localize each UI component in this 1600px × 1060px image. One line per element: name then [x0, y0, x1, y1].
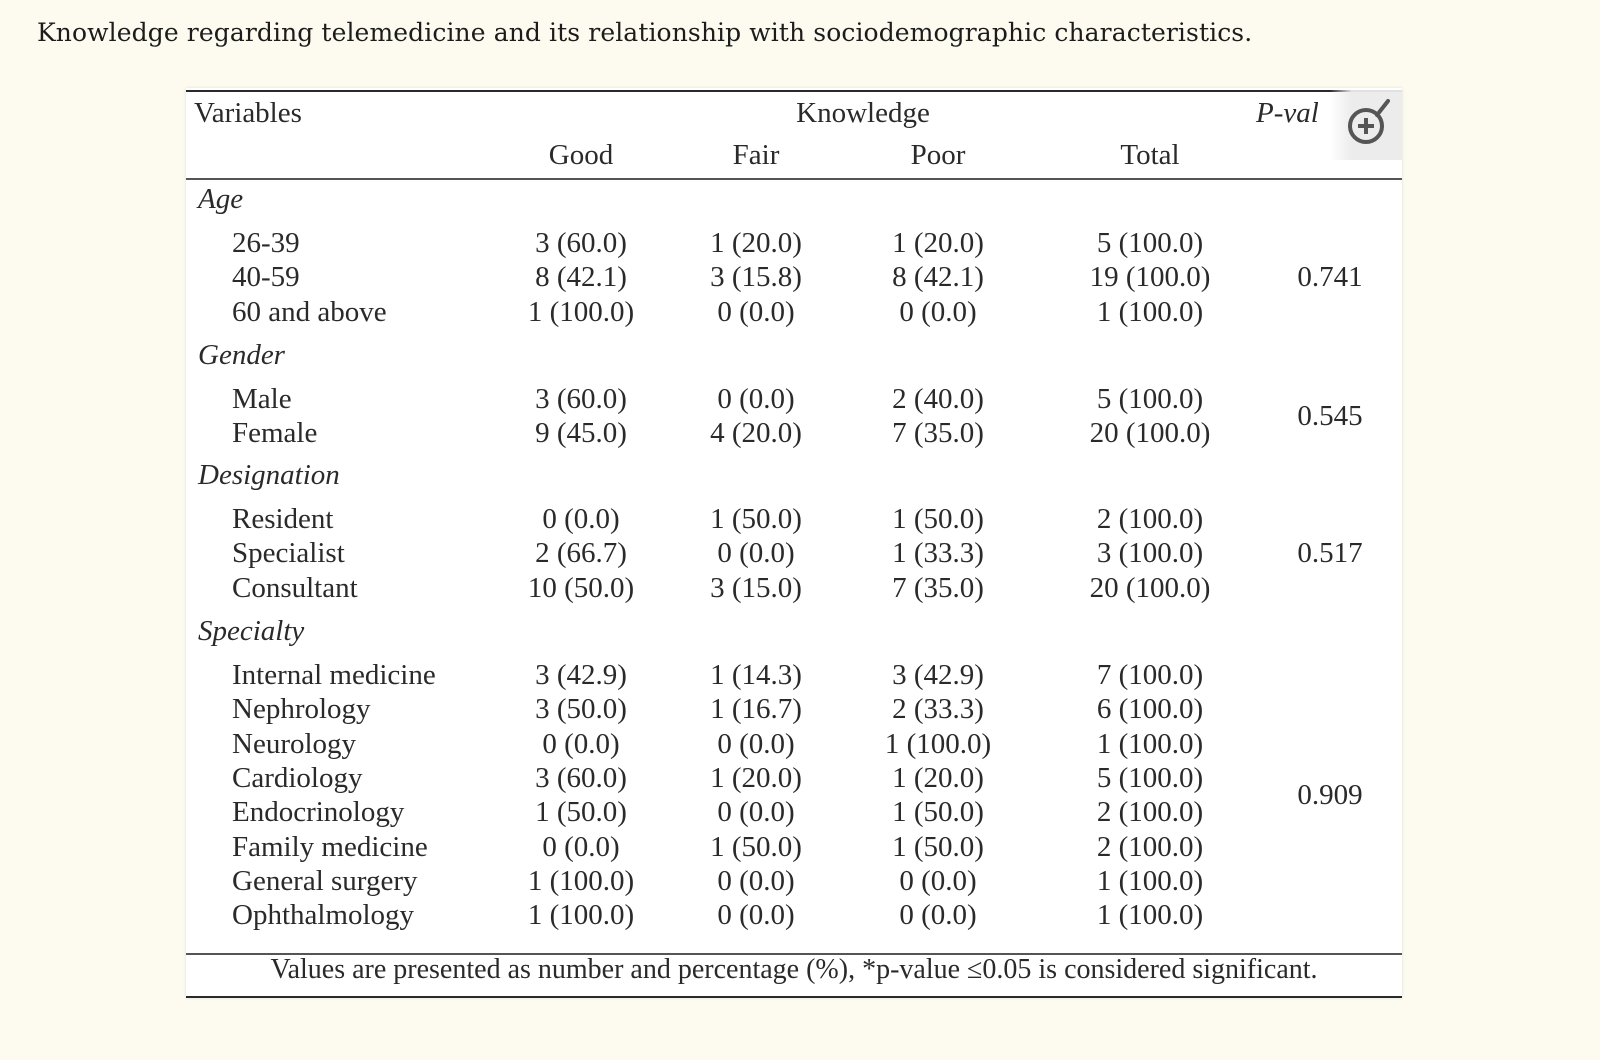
row-label: Specialist [232, 537, 345, 570]
cell-total: 20 (100.0) [1089, 571, 1211, 604]
cell-fair: 0 (0.0) [717, 899, 795, 932]
cell-total: 1 (100.0) [1096, 864, 1204, 897]
row-label: Resident [232, 503, 334, 535]
header-total: Total [1120, 139, 1180, 171]
cell-good: 1 (50.0) [535, 796, 627, 829]
cell-total: 1 (100.0) [1096, 899, 1204, 932]
cell-fair: 0 (0.0) [717, 383, 795, 415]
cell-pvalue: 0.909 [1297, 779, 1363, 812]
group-heading: Specialty [198, 615, 305, 647]
row-label: Male [232, 383, 292, 415]
cell-total: 2 (100.0) [1096, 503, 1204, 535]
cell-poor: 1 (20.0) [892, 227, 984, 259]
table-top-rule [186, 90, 1402, 92]
cell-poor: 0 (0.0) [899, 864, 977, 897]
header-variables: Variables [194, 97, 302, 129]
cell-poor: 1 (20.0) [892, 761, 984, 794]
cell-fair: 1 (16.7) [710, 693, 802, 726]
cell-poor: 0 (0.0) [899, 295, 977, 328]
group-heading: Designation [198, 459, 340, 491]
row-label: Cardiology [232, 761, 363, 794]
cell-total: 1 (100.0) [1096, 727, 1204, 760]
cell-fair: 1 (20.0) [710, 761, 802, 794]
cell-fair: 1 (14.3) [710, 659, 802, 691]
row-label: Family medicine [232, 830, 428, 863]
cell-good: 0 (0.0) [542, 727, 620, 760]
cell-poor: 1 (50.0) [892, 796, 984, 829]
zoom-in-icon [1346, 96, 1392, 146]
row-label: 40-59 [232, 261, 300, 294]
cell-good: 8 (42.1) [535, 261, 627, 294]
row-label: Endocrinology [232, 796, 405, 829]
cell-total: 5 (100.0) [1096, 383, 1204, 415]
cell-good: 3 (42.9) [535, 659, 627, 691]
cell-pvalue: 0.545 [1297, 400, 1363, 433]
header-good: Good [548, 139, 614, 171]
row-label: Internal medicine [232, 659, 436, 691]
cell-fair: 1 (50.0) [710, 830, 802, 863]
cell-poor: 2 (40.0) [892, 383, 984, 415]
cell-total: 6 (100.0) [1096, 693, 1204, 726]
cell-total: 20 (100.0) [1089, 417, 1211, 450]
cell-good: 0 (0.0) [542, 830, 620, 863]
cell-good: 9 (45.0) [535, 417, 627, 450]
cell-poor: 1 (50.0) [892, 830, 984, 863]
row-label: Nephrology [232, 693, 371, 726]
cell-total: 2 (100.0) [1096, 796, 1204, 829]
cell-fair: 0 (0.0) [717, 295, 795, 328]
cell-good: 3 (50.0) [535, 693, 627, 726]
row-label: General surgery [232, 864, 418, 897]
header-poor: Poor [910, 139, 966, 171]
cell-fair: 1 (20.0) [710, 227, 802, 259]
row-label: Female [232, 417, 318, 450]
row-label: 26-39 [232, 227, 300, 259]
data-table [186, 88, 1402, 998]
group-heading: Age [198, 183, 244, 215]
cell-poor: 3 (42.9) [892, 659, 984, 691]
cell-total: 1 (100.0) [1096, 295, 1204, 328]
row-label: Neurology [232, 727, 357, 760]
row-label: Consultant [232, 571, 358, 604]
cell-fair: 3 (15.8) [710, 261, 802, 294]
table-caption: Knowledge regarding telemedicine and its relationship with sociodemographic characteristics. [37, 18, 1253, 47]
cell-good: 3 (60.0) [535, 761, 627, 794]
cell-good: 0 (0.0) [542, 503, 620, 535]
table-header-rule [186, 178, 1402, 180]
header-knowledge: Knowledge [796, 97, 930, 129]
cell-fair: 1 (50.0) [710, 503, 802, 535]
cell-poor: 0 (0.0) [899, 899, 977, 932]
cell-good: 2 (66.7) [535, 537, 627, 570]
row-label: 60 and above [232, 295, 387, 328]
cell-fair: 3 (15.0) [710, 571, 802, 604]
row-label: Ophthalmology [232, 899, 415, 932]
cell-total: 2 (100.0) [1096, 830, 1204, 863]
cell-total: 7 (100.0) [1096, 659, 1204, 691]
cell-fair: 0 (0.0) [717, 864, 795, 897]
cell-poor: 1 (33.3) [892, 537, 984, 570]
table-footnote: Values are presented as number and percentage (%), *p-value ≤0.05 is considered significant. [270, 954, 1318, 985]
zoom-button[interactable] [1330, 90, 1402, 160]
cell-fair: 4 (20.0) [710, 417, 802, 450]
cell-pvalue: 0.517 [1297, 537, 1363, 570]
cell-poor: 2 (33.3) [892, 693, 984, 726]
cell-poor: 7 (35.0) [892, 571, 984, 604]
cell-fair: 0 (0.0) [717, 537, 795, 570]
cell-good: 1 (100.0) [527, 295, 635, 328]
cell-good: 3 (60.0) [535, 227, 627, 259]
cell-total: 5 (100.0) [1096, 227, 1204, 259]
cell-poor: 7 (35.0) [892, 417, 984, 450]
cell-good: 1 (100.0) [527, 864, 635, 897]
cell-poor: 1 (50.0) [892, 503, 984, 535]
cell-total: 5 (100.0) [1096, 761, 1204, 794]
header-pvalue: P-val [1256, 97, 1319, 129]
cell-fair: 0 (0.0) [717, 727, 795, 760]
cell-fair: 0 (0.0) [717, 796, 795, 829]
cell-good: 1 (100.0) [527, 899, 635, 932]
cell-total: 3 (100.0) [1096, 537, 1204, 570]
cell-good: 10 (50.0) [527, 571, 635, 604]
header-fair: Fair [732, 139, 780, 171]
table-bottom-rule [186, 996, 1402, 998]
cell-poor: 8 (42.1) [892, 261, 984, 294]
cell-total: 19 (100.0) [1089, 261, 1211, 294]
cell-good: 3 (60.0) [535, 383, 627, 415]
group-heading: Gender [198, 339, 285, 371]
cell-pvalue: 0.741 [1297, 261, 1363, 294]
cell-poor: 1 (100.0) [884, 727, 992, 760]
